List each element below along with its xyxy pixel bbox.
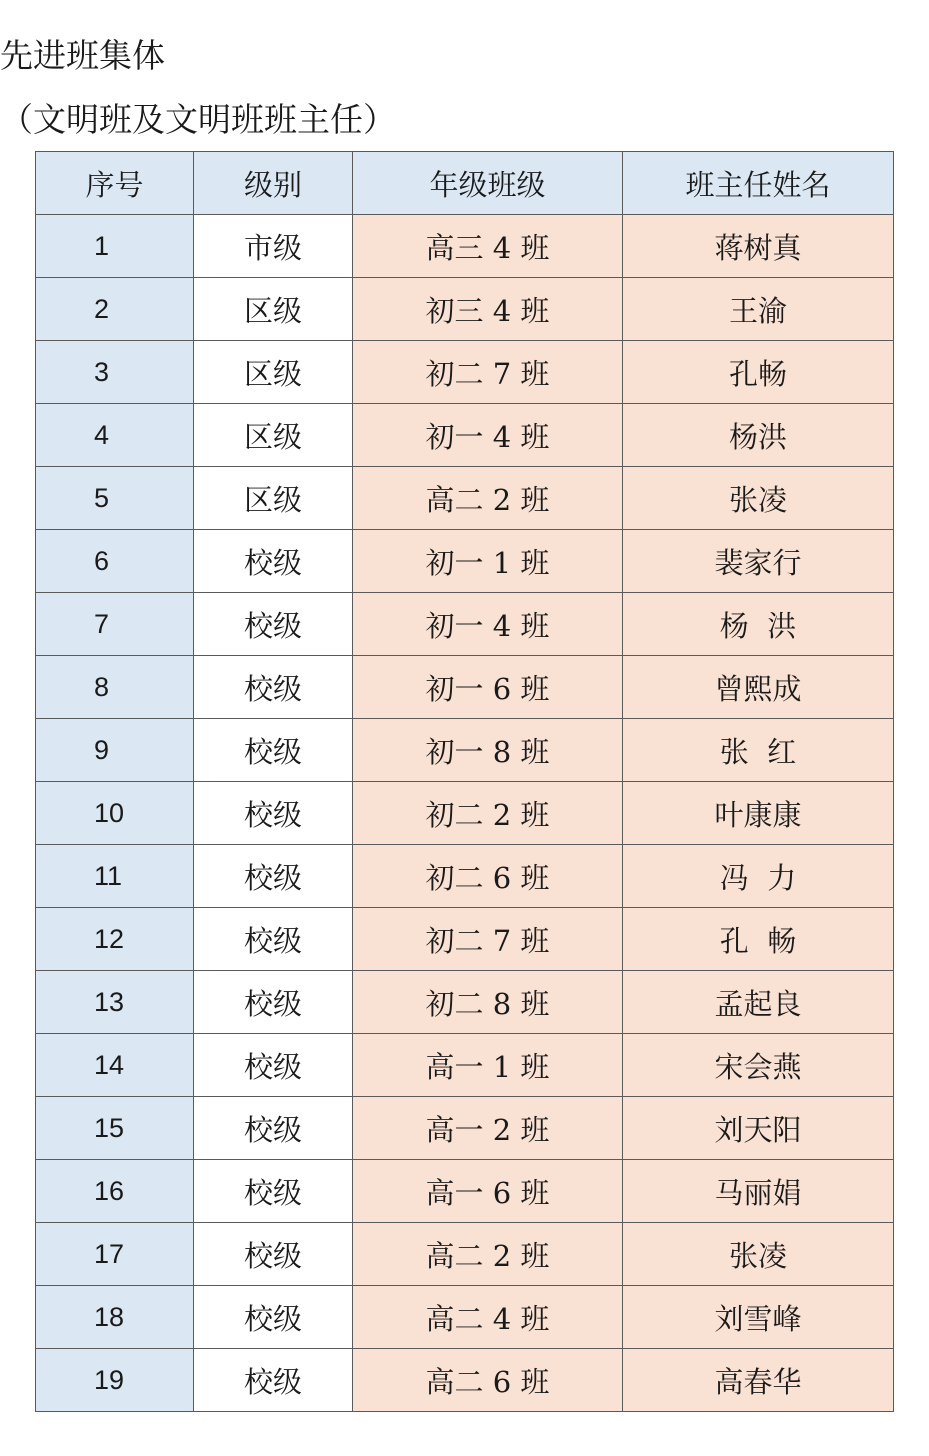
row-teacher: 张凌 — [623, 467, 894, 530]
row-teacher: 宋会燕 — [623, 1034, 894, 1097]
row-level: 校级 — [194, 719, 353, 782]
row-class: 高三 4 班 — [353, 215, 623, 278]
row-class: 初二 6 班 — [353, 845, 623, 908]
row-index: 6 — [36, 530, 194, 593]
row-teacher: 王渝 — [623, 278, 894, 341]
row-class: 初三 4 班 — [353, 278, 623, 341]
row-teacher: 曾熙成 — [623, 656, 894, 719]
page-title: 先进班集体 — [0, 36, 165, 75]
row-class: 高一 1 班 — [353, 1034, 623, 1097]
row-level: 校级 — [194, 1160, 353, 1223]
row-index: 16 — [36, 1160, 194, 1223]
table-row — [36, 278, 894, 341]
row-level: 校级 — [194, 1286, 353, 1349]
table-row — [36, 1349, 894, 1412]
row-class: 高一 6 班 — [353, 1160, 623, 1223]
row-class: 初二 2 班 — [353, 782, 623, 845]
row-teacher: 孔畅 — [623, 341, 894, 404]
row-class: 初一 4 班 — [353, 593, 623, 656]
row-level: 校级 — [194, 1097, 353, 1160]
row-index: 5 — [36, 467, 194, 530]
row-index: 8 — [36, 656, 194, 719]
table-row — [36, 341, 894, 404]
row-teacher: 张 红 — [623, 719, 894, 782]
row-index: 14 — [36, 1034, 194, 1097]
table-row — [36, 782, 894, 845]
row-class: 初一 6 班 — [353, 656, 623, 719]
row-index: 4 — [36, 404, 194, 467]
header-class: 年级班级 — [353, 152, 623, 215]
table-header-row — [36, 152, 894, 215]
row-teacher: 刘雪峰 — [623, 1286, 894, 1349]
row-teacher: 裴家行 — [623, 530, 894, 593]
row-teacher: 张凌 — [623, 1223, 894, 1286]
table-row — [36, 404, 894, 467]
row-class: 初二 7 班 — [353, 341, 623, 404]
row-level: 校级 — [194, 845, 353, 908]
row-index: 7 — [36, 593, 194, 656]
table-row — [36, 1034, 894, 1097]
row-level: 校级 — [194, 1349, 353, 1412]
row-level: 校级 — [194, 908, 353, 971]
row-teacher: 蒋树真 — [623, 215, 894, 278]
table-row — [36, 593, 894, 656]
table-row — [36, 530, 894, 593]
table-row — [36, 215, 894, 278]
row-index: 17 — [36, 1223, 194, 1286]
row-level: 区级 — [194, 404, 353, 467]
row-class: 高二 6 班 — [353, 1349, 623, 1412]
row-teacher: 刘天阳 — [623, 1097, 894, 1160]
row-level: 校级 — [194, 530, 353, 593]
table-row — [36, 1223, 894, 1286]
row-index: 18 — [36, 1286, 194, 1349]
row-index: 2 — [36, 278, 194, 341]
row-level: 区级 — [194, 467, 353, 530]
row-index: 1 — [36, 215, 194, 278]
row-class: 初一 1 班 — [353, 530, 623, 593]
row-class: 高二 2 班 — [353, 1223, 623, 1286]
table-row — [36, 971, 894, 1034]
row-teacher: 高春华 — [623, 1349, 894, 1412]
row-index: 9 — [36, 719, 194, 782]
row-class: 初二 8 班 — [353, 971, 623, 1034]
row-level: 校级 — [194, 593, 353, 656]
row-level: 区级 — [194, 278, 353, 341]
row-class: 初一 4 班 — [353, 404, 623, 467]
row-level: 校级 — [194, 1034, 353, 1097]
header-level: 级别 — [194, 152, 353, 215]
table-row — [36, 845, 894, 908]
award-table — [35, 151, 894, 1412]
row-class: 初一 8 班 — [353, 719, 623, 782]
table-row — [36, 1097, 894, 1160]
row-index: 10 — [36, 782, 194, 845]
row-class: 高二 2 班 — [353, 467, 623, 530]
table-row — [36, 1286, 894, 1349]
row-index: 13 — [36, 971, 194, 1034]
row-teacher: 孟起良 — [623, 971, 894, 1034]
table-row — [36, 1160, 894, 1223]
table-row — [36, 656, 894, 719]
row-level: 区级 — [194, 341, 353, 404]
row-index: 3 — [36, 341, 194, 404]
table-body — [36, 215, 894, 1412]
row-level: 校级 — [194, 971, 353, 1034]
row-teacher: 杨洪 — [623, 404, 894, 467]
row-index: 15 — [36, 1097, 194, 1160]
header-teacher: 班主任姓名 — [623, 152, 894, 215]
row-index: 12 — [36, 908, 194, 971]
row-level: 校级 — [194, 782, 353, 845]
row-teacher: 叶康康 — [623, 782, 894, 845]
row-level: 市级 — [194, 215, 353, 278]
row-teacher: 冯 力 — [623, 845, 894, 908]
row-level: 校级 — [194, 656, 353, 719]
row-teacher: 马丽娟 — [623, 1160, 894, 1223]
row-teacher: 孔 畅 — [623, 908, 894, 971]
row-level: 校级 — [194, 1223, 353, 1286]
row-index: 19 — [36, 1349, 194, 1412]
row-index: 11 — [36, 845, 194, 908]
table-row — [36, 908, 894, 971]
table-row — [36, 467, 894, 530]
table-row — [36, 719, 894, 782]
row-class: 高二 4 班 — [353, 1286, 623, 1349]
row-class: 初二 7 班 — [353, 908, 623, 971]
row-class: 高一 2 班 — [353, 1097, 623, 1160]
header-index: 序号 — [36, 152, 194, 215]
row-teacher: 杨 洪 — [623, 593, 894, 656]
page-subtitle: （文明班及文明班班主任） — [0, 100, 396, 139]
